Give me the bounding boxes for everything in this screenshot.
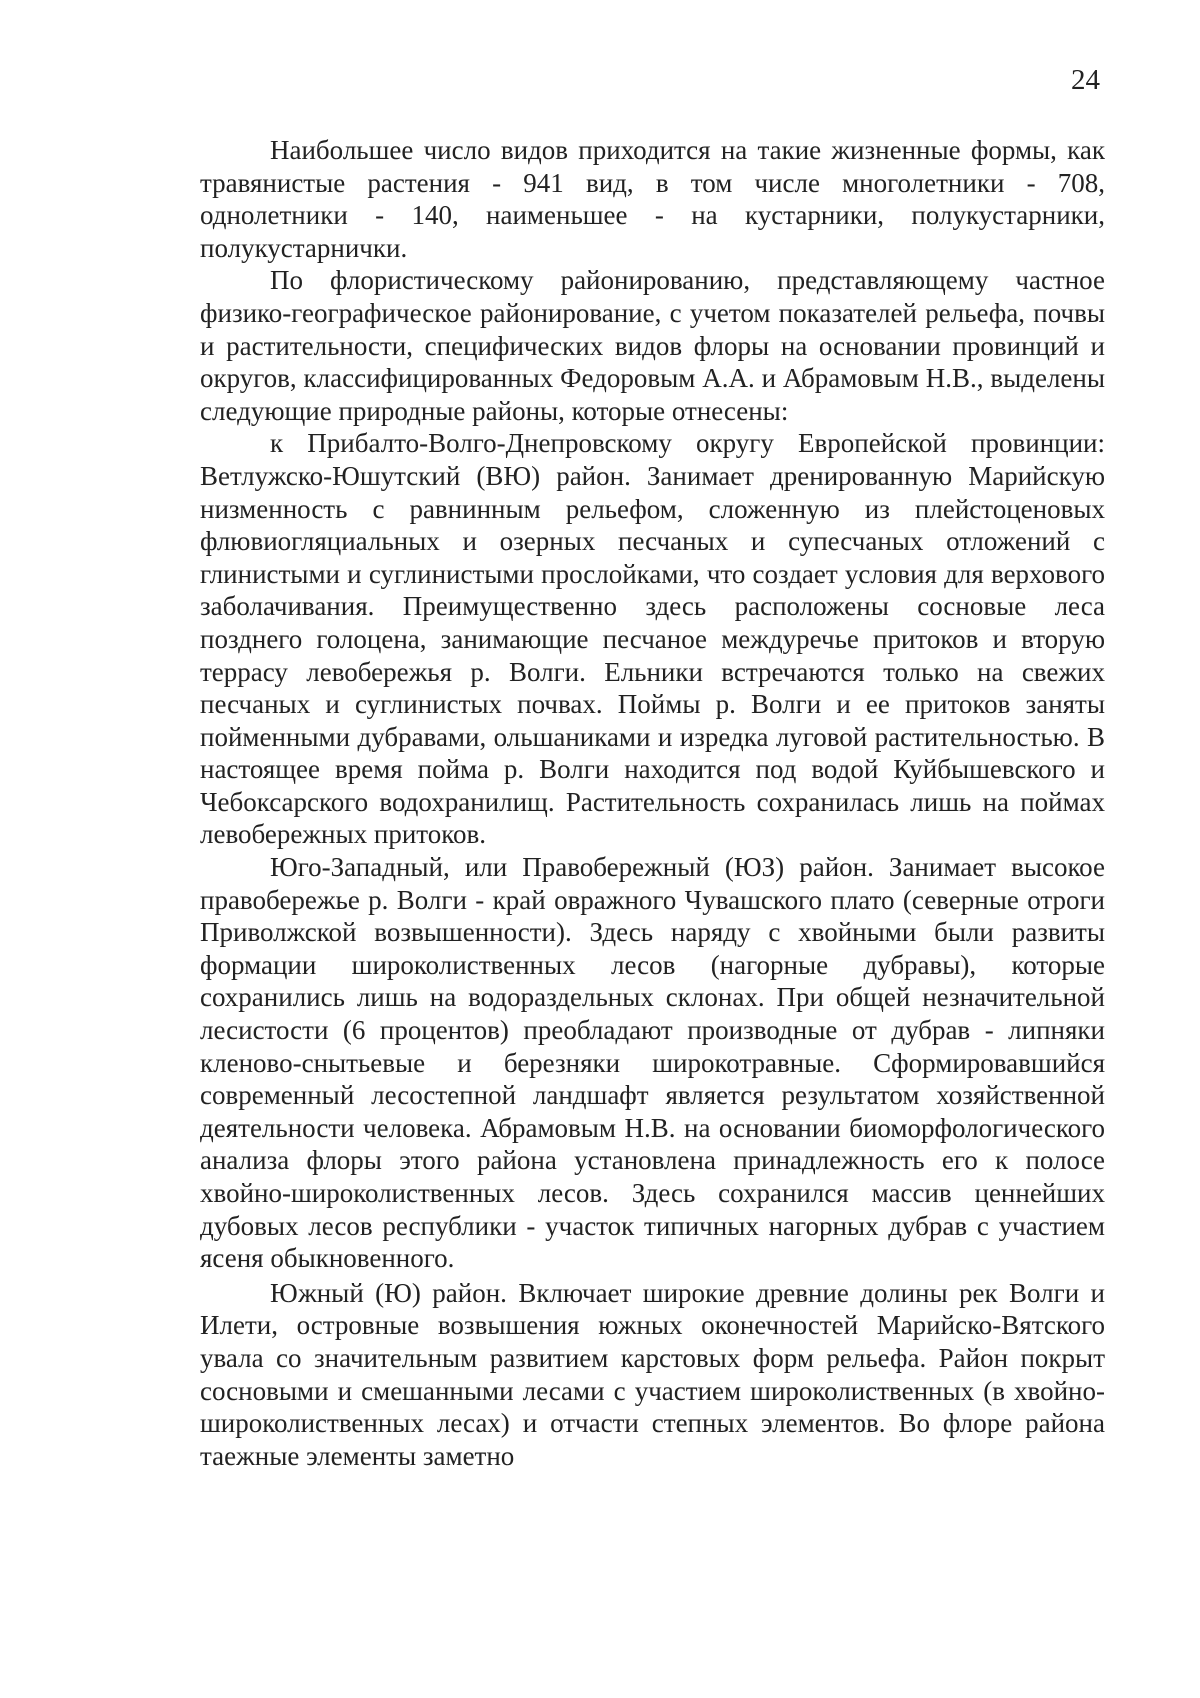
paragraph-life-forms: Наибольшее число видов приходится на такие жизненные формы, как травянистые растения - 941 вид, в том числе многолетники - 708, однолетники - 140, наименьшее - на кустарники, полукустарники, полукустарнички. bbox=[200, 135, 1105, 263]
paragraph-south-western-district: Юго-Западный, или Правобережный (ЮЗ) район. Занимает высокое правобережье р. Волги - край овражного Чувашского плато (северные отроги Приволжской возвышенности). Здесь наряду с хвойными были развиты формации широколиственных лесов (нагорные дубравы), которые сохранились лишь на водораздельных склонах. При общей незначительной лесистости (6 процентов) преобладают производные от дубрав - липняки кленово-снытьевые и березняки широкотравные. Сформировавшийся современный лесостепной ландшафт является результатом хозяйственной деятельности человека. Абрамовым Н.В. на основании биоморфологического анализа флоры этого района установлена принадлежность его к полосе хвойно-широколиственных лесов. Здесь сохранился массив ценнейших дубовых лесов республики - участок типичных нагорных дубрав с участием ясеня обыкновенного. bbox=[200, 852, 1105, 1274]
paragraph-vetluzhsko-yushutsky-district: к Прибалто-Волго-Днепровскому округу Европейской провинции: Ветлужско-Юшутский (ВЮ) район. Занимает дренированную Марийскую низменность с равнинным рельефом, сложенную из плейстоценовых флювиогляциальных и озерных песчаных и супесчаных отложений с глинистыми и суглинистыми прослойками, что создает условия для верхового заболачивания. Преимущественно здесь расположены сосновые леса позднего голоцена, занимающие песчаное междуречье притоков и вторую террасу левобережья р. Волги. Ельники встречаются только на свежих песчаных и суглинистых почвах. Поймы р. Волги и ее притоков заняты пойменными дубравами, ольшаниками и изредка луговой растительностью. В настоящее время пойма р. Волги находится под водой Куйбышевского и Чебоксарского водохранилищ. Растительность сохранилась лишь на поймах левобережных притоков. bbox=[200, 428, 1105, 850]
page-number: 24 bbox=[1071, 64, 1100, 96]
paragraph-southern-district: Южный (Ю) район. Включает широкие древние долины рек Волги и Илети, островные возвышения южных оконечностей Марийско-Вятского увала со значительным развитием карстовых форм рельефа. Район покрыт сосновыми и смешанными лесами с участием широколиственных (в хвойно-широколиственных лесах) и отчасти степных элементов. Во флоре района таежные элементы заметно bbox=[200, 1277, 1105, 1471]
page-body bbox=[200, 134, 1105, 1472]
paragraph-floristic-zoning: По флористическому районированию, представляющему частное физико-географическое районирование, с учетом показателей рельефа, почвы и растительности, специфических видов флоры на основании провинций и округов, классифицированных Федоровым А.А. и Абрамовым Н.В., выделены следующие природные районы, которые отнесены: bbox=[200, 265, 1105, 426]
